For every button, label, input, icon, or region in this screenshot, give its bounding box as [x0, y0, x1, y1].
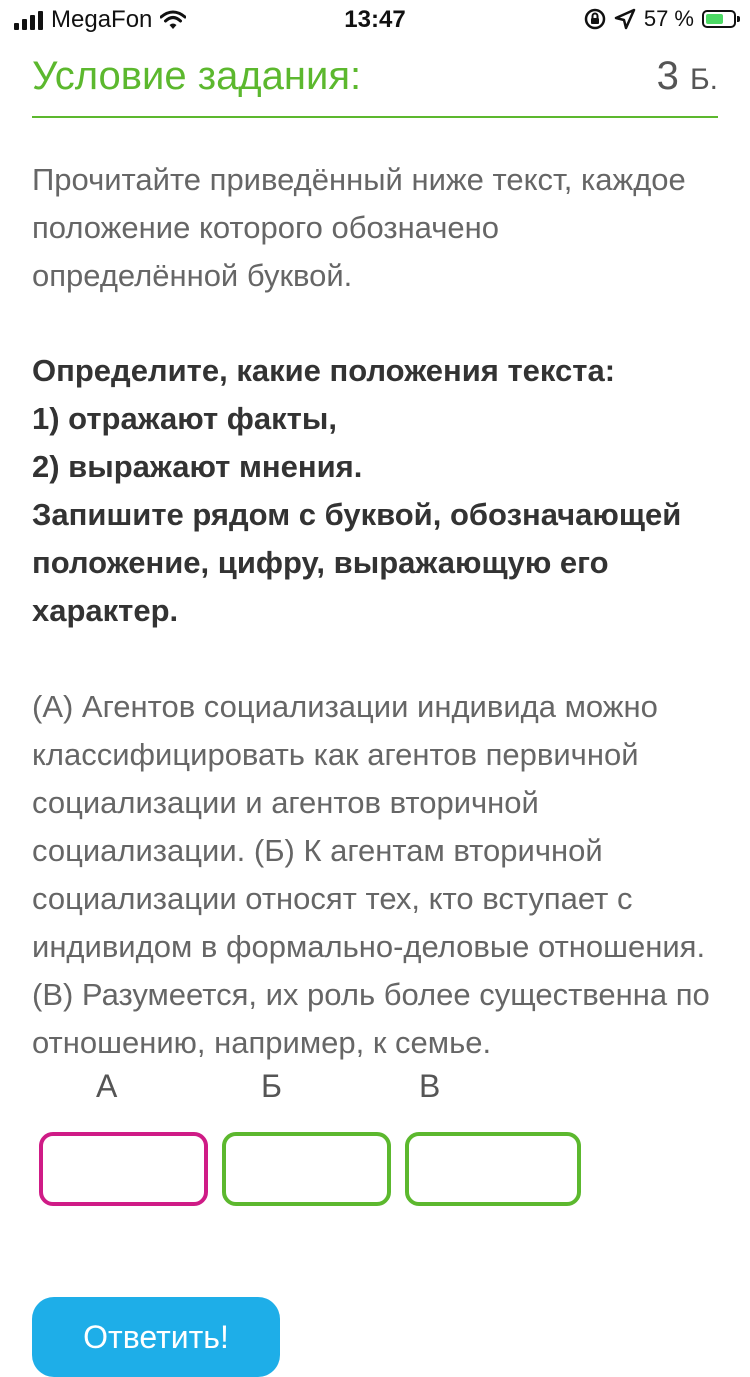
passage-line: отношению, например, к семье.	[32, 1025, 492, 1060]
answer-input-v[interactable]	[405, 1132, 581, 1206]
submit-button[interactable]: Ответить!	[32, 1297, 280, 1377]
passage-line: (В) Разумеется, их роль более существенна по	[32, 977, 710, 1012]
answer-label-v: В	[419, 1068, 441, 1104]
instruction-line: положение, цифру, выражающую его	[32, 545, 609, 580]
task-instructions	[32, 347, 722, 635]
passage-line: (А) Агентов социализации индивида можно	[32, 689, 658, 724]
passage-line: социализации. (Б) К агентам вторичной	[32, 833, 603, 868]
instruction-line: характер.	[32, 593, 179, 628]
answer-label-a: А	[96, 1068, 118, 1104]
instruction-line: Определите, какие положения текста:	[32, 353, 616, 388]
orientation-lock-icon	[584, 8, 606, 30]
status-time: 13:47	[344, 6, 406, 33]
answer-label-b: Б	[261, 1068, 282, 1104]
battery-icon	[702, 10, 736, 28]
status-bar	[0, 0, 750, 44]
answer-input-a[interactable]	[39, 1132, 208, 1206]
page-title: Условие задания:	[32, 54, 362, 98]
carrier-name: MegaFon	[51, 6, 153, 33]
location-arrow-icon	[614, 8, 636, 30]
instruction-line: 2) выражают мнения.	[32, 449, 363, 484]
instruction-line: 1) отражают факты,	[32, 401, 337, 436]
passage-line: классифицировать как агентов первичной	[32, 737, 639, 772]
passage-line: социализации и агентов вторичной	[32, 785, 539, 820]
intro-line: определённой буквой.	[32, 258, 353, 293]
passage-line: индивидом в формально-деловые отношения.	[32, 929, 706, 964]
instruction-line: Запишите рядом с буквой, обозначающей	[32, 497, 682, 532]
task-points	[657, 54, 718, 99]
points-value: 3	[656, 54, 679, 98]
intro-line: Прочитайте приведённый ниже текст, каждое	[32, 162, 686, 197]
task-passage	[32, 683, 722, 1067]
answer-input-b[interactable]	[222, 1132, 391, 1206]
battery-percent: 57 %	[643, 6, 694, 31]
task-header	[32, 52, 718, 118]
passage-line: социализации относят тех, кто вступает с	[32, 881, 633, 916]
task-intro	[32, 156, 722, 300]
intro-line: положение которого обозначено	[32, 210, 499, 245]
points-unit: Б.	[689, 63, 718, 96]
